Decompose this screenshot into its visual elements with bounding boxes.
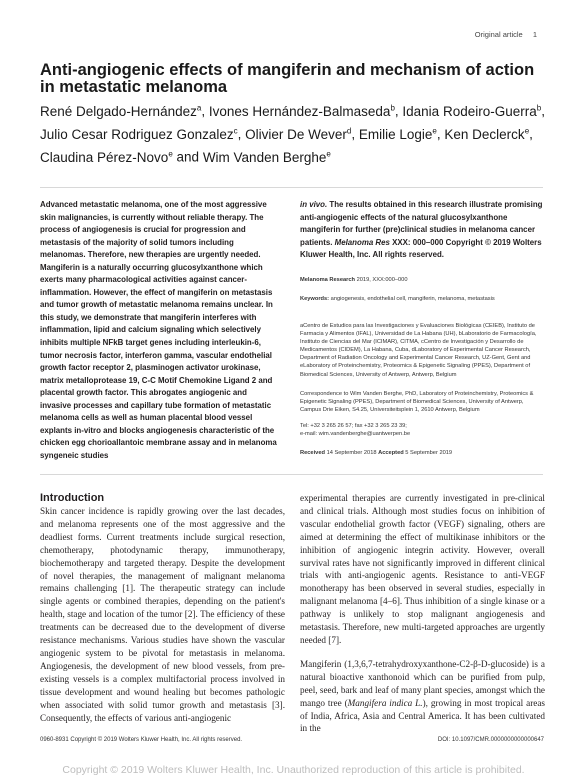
keywords	[300, 295, 544, 303]
accepted-label: Accepted	[378, 450, 404, 456]
received-label: Received	[300, 450, 325, 456]
copyright-watermark: Copyright © 2019 Wolters Kluwer Health, Inc. Unauthorized reproduction of this article is prohibited.	[62, 764, 525, 776]
author-affiliation-mark: d	[346, 126, 352, 135]
author	[402, 104, 541, 119]
author	[359, 127, 437, 142]
author-name: Ivones Hernández-Balmaseda	[208, 103, 391, 119]
author-name: Idania Rodeiro-Guerra	[402, 103, 537, 119]
abstract-right-column	[300, 199, 544, 262]
author	[209, 104, 395, 119]
title-divider	[40, 187, 543, 188]
intro-right-column	[300, 492, 545, 735]
affiliations: aCentro de Estudios para las Investigaciones y Evaluaciones Biológicas (CEIEB), Instituto de Farmacia y Alimentos (IFAL), Universidad de La Habana (UH), bLaboratorio de Farmacología, Instituto de Ciencias del Mar (ICIMAR), CITMA, cCentro de Investigación y Desarrollo de Medicamentos (CIDEM), La Habana, Cuba, dLaboratory of Experimental Cancer Research, Department of Radiation Oncology and Experimental Cancer Research, UZ-Gent, Gent and eLaboratory of Proteinchemistry, Proteomics & Epigenetic Signaling (PPES), Department of Biomedical Sciences, University of Antwerp, Antwerp, Belgium	[300, 323, 537, 378]
accepted-date: 5 September 2019	[403, 450, 453, 456]
abstract-divider	[40, 474, 543, 475]
footer-issn: 0960-8931 Copyright © 2019 Wolters Kluwer Health, Inc. All rights reserved.	[40, 737, 243, 743]
received-date: 14 September 2018	[324, 450, 379, 456]
journal-ref: Melanoma Res	[334, 237, 390, 247]
author	[40, 127, 238, 142]
footer-doi: DOI: 10.1097/CMR.0000000000000647	[437, 737, 544, 743]
author	[444, 127, 529, 142]
correspondence: Correspondence to Wim Vanden Berghe, PhD, Laboratory of Proteinchemistry, Proteomics & Epigenetic Signaling (PPES), Department of Biomedical Sciences, University of Antwerp, Campus Drie Eiken, S4.25, Universiteitsplein 1, 2610 Antwerp, Belgium	[300, 391, 534, 414]
contact-tel-fax: Tel: +32 3 265 26 57; fax +32 3 265 23 39;	[300, 423, 407, 429]
journal-ref-tail: XXX: 000–000 Copyright © 2019 Wolters Kluwer Health, Inc. All rights reserved.	[300, 237, 542, 260]
author-affiliation-mark: b	[536, 103, 542, 112]
citation-journal: Melanoma Research	[300, 277, 356, 283]
mangiferin-text-cont: ), growing in most tropical areas of India, Africa, Asia and Central America. It has been cultivated in the	[300, 697, 545, 734]
author	[40, 150, 173, 165]
author-affiliation-mark: e	[326, 149, 331, 158]
keywords-text: angiogenesis, endothelial cell, mangiferin, melanoma, metastasis	[329, 296, 495, 302]
author-name: Wim Vanden Berghe	[202, 149, 327, 165]
author-list: René Delgado-Hernández$^a$, Ivones Hernández-Balmaseda$^b$, Idania Rodeiro-Guerra$^b$, Julio Cesar Rodriguez Gonzalez$^c$, Olivier De Wever$^d$, Emilie Logie$^e$, Ken Declerck$^e$, Claudina Pérez-Novo$^e$ and Wim Vanden Berghe$^e$	[40, 103, 545, 165]
author-affiliation-mark: e	[168, 149, 173, 158]
intro-paragraph-2: experimental therapies are currently investigated in pre-clinical and clinical trials. Although most studies focus on inhibition of vascular endothelial growth factor (VEGF) signaling, others are aimed at determining the effect of multikinase inhibitors or the inhibition of angiogenic integrin activity. However, overall survival rates have not significantly improved in different clinical trials with anti-angiogenic agents. Resistance to anti-VEGF monotherapy has been observed in several studies, especially in malignant melanoma [4–6]. Thus inhibition of a single kinase or a pathway is unlikely to stop malignant angiogenesis and metastasis. Therefore, new multi-targeted approaches are urgently needed [7].	[300, 493, 545, 645]
author-affiliation-mark: c	[233, 126, 238, 135]
page-number: 1	[532, 30, 537, 39]
abstract-left-column: Advanced metastatic melanoma, one of the most aggressive skin malignancies, is currently without reliable therapy. The process of angiogenesis is crucial for progression and metastasis of the majority of solid tumors including melanomas. Therefore, new therapies are urgently needed. Mangiferin is a naturally occurring glucosylxanthone which exerts many pharmacological activities against cancer-inflammation. However, the effect of mangiferin on metastasis and tumor growth of metastatic melanoma remains unclear. In this study, we demonstrate that mangiferin interferes with inflammation, lipid and calcium signaling which selectively inhibits multiple NFkB target genes including interleukin-6, tumor necrosis factor, interferon gamma, vascular endothelial growth factor receptor 2, plasminogen activator urokinase, matrix metalloprotease 19, C-C Motif Chemokine Ligand 2 and placental growth factor. This abrogates angiogenic and invasive processes and capillary tube formation of metastatic melanoma cells as well as human placental blood vessel explants in-vitro and blocks angiogenesis characteristic of the chicken egg chorioallantoic membrane assay and in melanoma syngeneic studies	[40, 200, 277, 460]
author-name: Claudina Pérez-Novo	[40, 149, 169, 165]
author-name: Olivier De Wever	[245, 126, 347, 142]
received-accepted-dates	[300, 449, 544, 457]
abstract-in-vivo: in vivo.	[300, 200, 328, 209]
mangiferin-text: Mangiferin (1,3,6,7-tetrahydroxyxanthone-C2-β-D-glucoside) is a natural bioactive xanthonoid which can be purified from pulp, peel, seed, bark and leaf of many plant species, amongst which the mango tree (	[300, 658, 545, 708]
contact-email: e-mail: wim.vandenberghe@uantwerpen.be	[300, 431, 411, 437]
author	[203, 150, 331, 165]
intro-paragraph-1: Skin cancer incidence is rapidly growing over the last decades, and melanoma represents one of the most aggressive and the deadliest forms. Current treatments include surgical resection, chemotherapy, photodynamic therapy, immunotherapy, biochemotherapy and targeted therapy. Despite the development of novel therapies, the management of malignant melanoma remains challenging [1]. The therapeutic strategy can include single agents or combined therapies, depending on the patient's health, stage and location of the tumor [2]. The efficiency of these treatments can be decreased due to the development of diverse resistance mechanisms. Various studies have shown the vascular angiogenic system to be pivotal for metastasis in melanoma. Angiogenesis, the development of new blood vessels, from pre-existing vessels is a complex multifactorial process involved in tissue development and wound healing but becomes pathologic when associated with solid tumor growth and metastasis [3]. Consequently, the effects of various anti-angiogenic	[40, 506, 285, 723]
citation-volume: 2019, XXX:000–000	[355, 277, 408, 283]
article-type: Original article	[474, 30, 523, 39]
intro-left-column	[40, 505, 285, 724]
author	[40, 104, 201, 119]
author-affiliation-mark: b	[390, 103, 395, 112]
author-name: Emilie Logie	[358, 126, 433, 142]
author-name: Julio Cesar Rodriguez Gonzalez	[40, 126, 234, 142]
intro-paragraph-3	[300, 658, 545, 735]
author-affiliation-mark: e	[432, 126, 437, 135]
author-name: René Delgado-Hernández	[40, 103, 197, 119]
author	[245, 127, 351, 142]
author-name: Ken Declerck	[444, 126, 525, 142]
author-affiliation-mark: a	[196, 103, 202, 112]
citation-line	[300, 276, 544, 284]
keywords-label: Keywords:	[300, 296, 330, 302]
abstract-conclusion: The results obtained in this research illustrate promising anti-angiogenic effects of the natural glucosylxanthone mangiferin for further (pre)clinical studies in melanoma cancer patients.	[300, 200, 543, 247]
introduction-heading: Introduction	[40, 492, 105, 504]
article-title: Anti-angiogenic effects of mangiferin and mechanism of action in metastatic melanoma	[40, 61, 535, 96]
running-header	[467, 30, 537, 39]
mangifera-species: Mangifera indica L.	[347, 697, 423, 708]
author-affiliation-mark: e	[524, 126, 530, 135]
